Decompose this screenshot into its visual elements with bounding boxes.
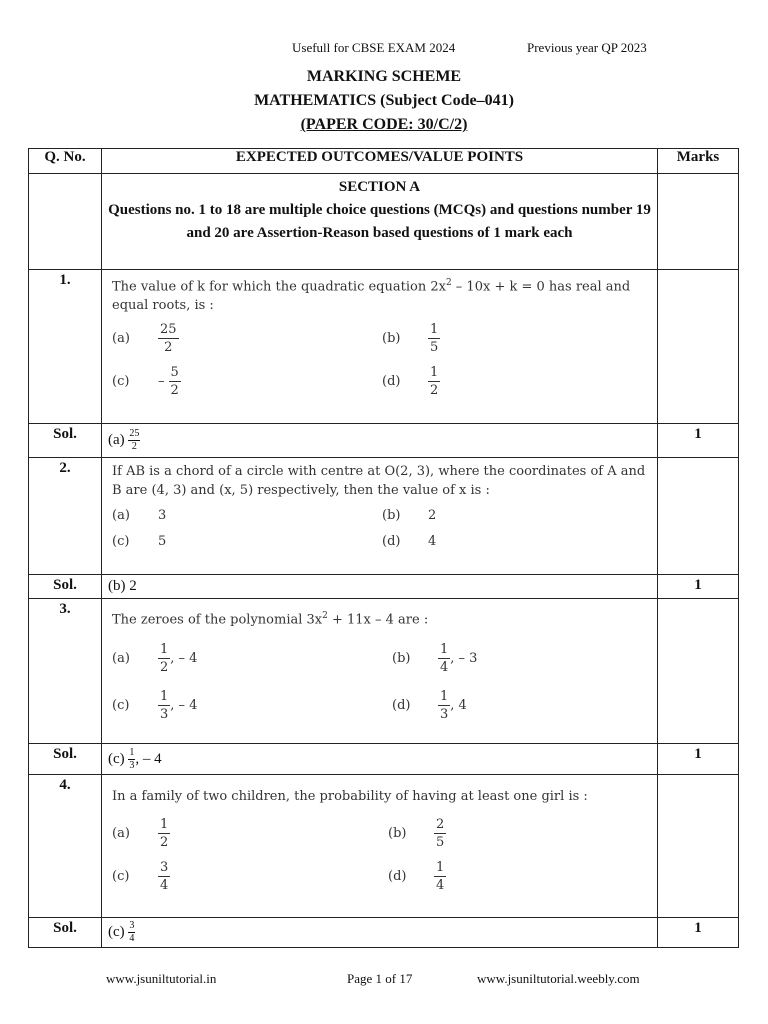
solution-label: Sol. — [29, 575, 102, 599]
solution-row — [29, 918, 739, 948]
question-number: 4. — [29, 775, 102, 918]
solution-value: (c) $\frac{3}{4}$ — [102, 918, 658, 948]
footer-left-link[interactable]: www.jsuniltutorial.in — [106, 971, 217, 986]
col-header-qno: Q. No. — [29, 149, 102, 174]
option-a: (a) $\frac{1}{2}$ , – 4 — [112, 642, 198, 676]
option-c: (c) $\frac{1}{3}$ , – 4 — [112, 689, 198, 723]
question-number: 1. — [29, 270, 102, 424]
question-cell — [102, 270, 658, 424]
subject-title: MATHEMATICS (Subject Code–041) — [254, 92, 514, 109]
option-c: (c) – $\frac{5}{2}$ — [112, 365, 179, 399]
option-d: (d) $\frac{1}{2}$ — [382, 365, 439, 399]
question-row — [29, 775, 739, 918]
marking-scheme-table — [28, 148, 739, 948]
footer-right-link[interactable]: www.jsuniltutorial.weebly.com — [477, 971, 640, 986]
option-a: (a) $\frac{25}{2}$ — [112, 322, 177, 356]
solution-label: Sol. — [29, 744, 102, 775]
question-row — [29, 599, 739, 744]
option-b: (b) $\frac{1}{5}$ — [382, 322, 439, 356]
paper-code: (PAPER CODE: 30/C/2) — [300, 116, 468, 133]
header-left-note: Usefull for CBSE EXAM 2024 — [292, 40, 456, 55]
solution-row — [29, 575, 739, 599]
question-number: 2. — [29, 458, 102, 575]
question-text: The zeroes of the polynomial $3x^2 + 11x - 4$ are : — [112, 611, 429, 628]
marks-value: 1 — [658, 424, 739, 458]
solution-label: Sol. — [29, 424, 102, 458]
question-text: In a family of two children, the probability of having at least one girl is : — [112, 789, 588, 804]
section-description: Questions no. 1 to 18 are multiple choice questions (MCQs) and questions number 19 and 20 are Assertion-Reason based questions of 1 mark each — [108, 202, 651, 241]
page-number: Page 1 of 17 — [347, 971, 413, 986]
section-cell — [102, 174, 658, 270]
paper-code-line — [0, 116, 768, 134]
option-a: (a) 3 — [112, 508, 167, 523]
option-d: (d) $\frac{1}{4}$ — [388, 860, 445, 893]
table-header-row — [29, 149, 739, 174]
option-b: (b) $\frac{2}{5}$ — [388, 817, 445, 850]
option-a: (a) $\frac{1}{2}$ — [112, 817, 169, 850]
question-row — [29, 270, 739, 424]
section-row — [29, 174, 739, 270]
col-header-outcomes: EXPECTED OUTCOMES/VALUE POINTS — [102, 149, 658, 174]
solution-value: (c) $\frac{1}{3}$ , – 4 — [102, 744, 658, 775]
solution-row — [29, 424, 739, 458]
question-cell — [102, 458, 658, 575]
question-text: If AB is a chord of a circle with centre at O(2, 3), where the coordinates of A and B are (4, 3) and (x, 5) respectively, then the value of x is : — [112, 464, 646, 498]
marks-value: 1 — [658, 575, 739, 599]
option-c: (c) 5 — [112, 534, 167, 549]
solution-label: Sol. — [29, 918, 102, 948]
question-cell — [102, 775, 658, 918]
option-b: (b) $\frac{1}{4}$ , – 3 — [392, 642, 478, 676]
solution-row — [29, 744, 739, 775]
section-title: SECTION A — [338, 179, 421, 195]
solution-value: (b) 2 — [102, 575, 658, 599]
question-cell — [102, 599, 658, 744]
option-d: (d) 4 — [382, 534, 437, 549]
option-d: (d) $\frac{1}{3}$ , 4 — [392, 689, 467, 723]
option-b: (b) 2 — [382, 508, 437, 523]
option-c: (c) $\frac{3}{4}$ — [112, 860, 169, 893]
marks-value: 1 — [658, 744, 739, 775]
col-header-marks: Marks — [658, 149, 739, 174]
marks-value: 1 — [658, 918, 739, 948]
question-number: 3. — [29, 599, 102, 744]
document-title: MARKING SCHEME — [306, 68, 462, 85]
question-row — [29, 458, 739, 575]
header-right-note: Previous year QP 2023 — [527, 40, 647, 55]
question-text: The value of k for which the quadratic equation $2x^2 - 10x + k = 0$ has real and equal roots, is : — [112, 278, 631, 314]
solution-value: (a) $\frac{25}{2}$ — [102, 424, 658, 458]
